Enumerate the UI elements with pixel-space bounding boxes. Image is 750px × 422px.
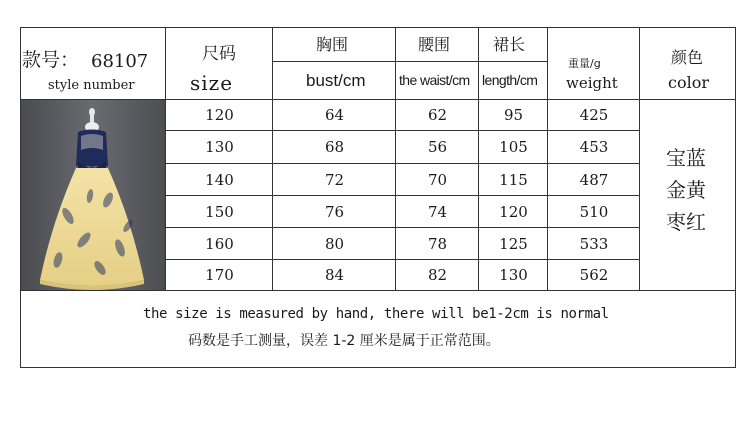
color-option-jujube-red: 枣红	[666, 210, 706, 234]
style-label-cn: 款号：	[22, 49, 80, 71]
length-value: 130	[499, 266, 528, 284]
waist-value: 82	[427, 266, 448, 284]
color-option-golden-yellow: 金黄	[666, 178, 706, 202]
bust-value: 76	[324, 203, 345, 221]
color-header-en: color	[668, 73, 709, 92]
weight-header-cn: 重量/g	[568, 57, 601, 70]
note-cn: 码数是手工测量，误差 1-2 厘米是属于正常范围。	[188, 333, 500, 349]
weight-header-en: weight	[566, 74, 618, 92]
bust-value: 64	[324, 106, 345, 124]
size-value: 150	[205, 203, 234, 221]
length-header-cn: 裙长	[493, 35, 526, 54]
style-number: 68107	[91, 51, 149, 72]
bust-value: 68	[324, 138, 345, 156]
size-value: 170	[205, 266, 234, 284]
weight-value: 487	[579, 171, 609, 189]
bust-header-cn: 胸围	[316, 35, 349, 54]
table-frame	[20, 27, 736, 368]
waist-value: 70	[427, 171, 448, 189]
bust-header-en: bust/cm	[306, 71, 366, 90]
weight-value: 533	[579, 235, 609, 253]
size-chart	[20, 27, 736, 368]
size-value: 120	[205, 106, 234, 124]
bust-value: 80	[324, 235, 345, 253]
waist-header-en: the waist/cm	[399, 72, 470, 88]
size-value: 140	[205, 171, 234, 189]
size-value: 160	[205, 235, 234, 253]
waist-value: 74	[427, 203, 448, 221]
length-header-en: length/cm	[482, 72, 538, 88]
waist-value: 78	[427, 235, 448, 253]
waist-header-cn: 腰围	[418, 35, 451, 54]
waist-value: 62	[427, 106, 448, 124]
length-value: 120	[499, 203, 528, 221]
weight-value: 562	[579, 266, 609, 284]
length-value: 115	[499, 171, 528, 189]
size-value: 130	[205, 138, 234, 156]
style-label-en: style number	[48, 78, 135, 93]
weight-value: 453	[579, 138, 609, 156]
size-header-cn: 尺码	[202, 44, 236, 64]
color-header-cn: 颜色	[671, 48, 704, 67]
note-en: the size is measured by hand, there will be1-2cm is normal	[143, 306, 609, 322]
size-header-en: size	[190, 71, 234, 95]
bust-value: 72	[324, 171, 345, 189]
weight-value: 510	[579, 203, 609, 221]
color-option-royal-blue: 宝蓝	[666, 146, 706, 170]
weight-value: 425	[579, 106, 609, 124]
length-value: 125	[499, 235, 528, 253]
length-value: 95	[503, 106, 524, 124]
waist-value: 56	[427, 138, 448, 156]
bust-value: 84	[324, 266, 345, 284]
length-value: 105	[499, 138, 528, 156]
